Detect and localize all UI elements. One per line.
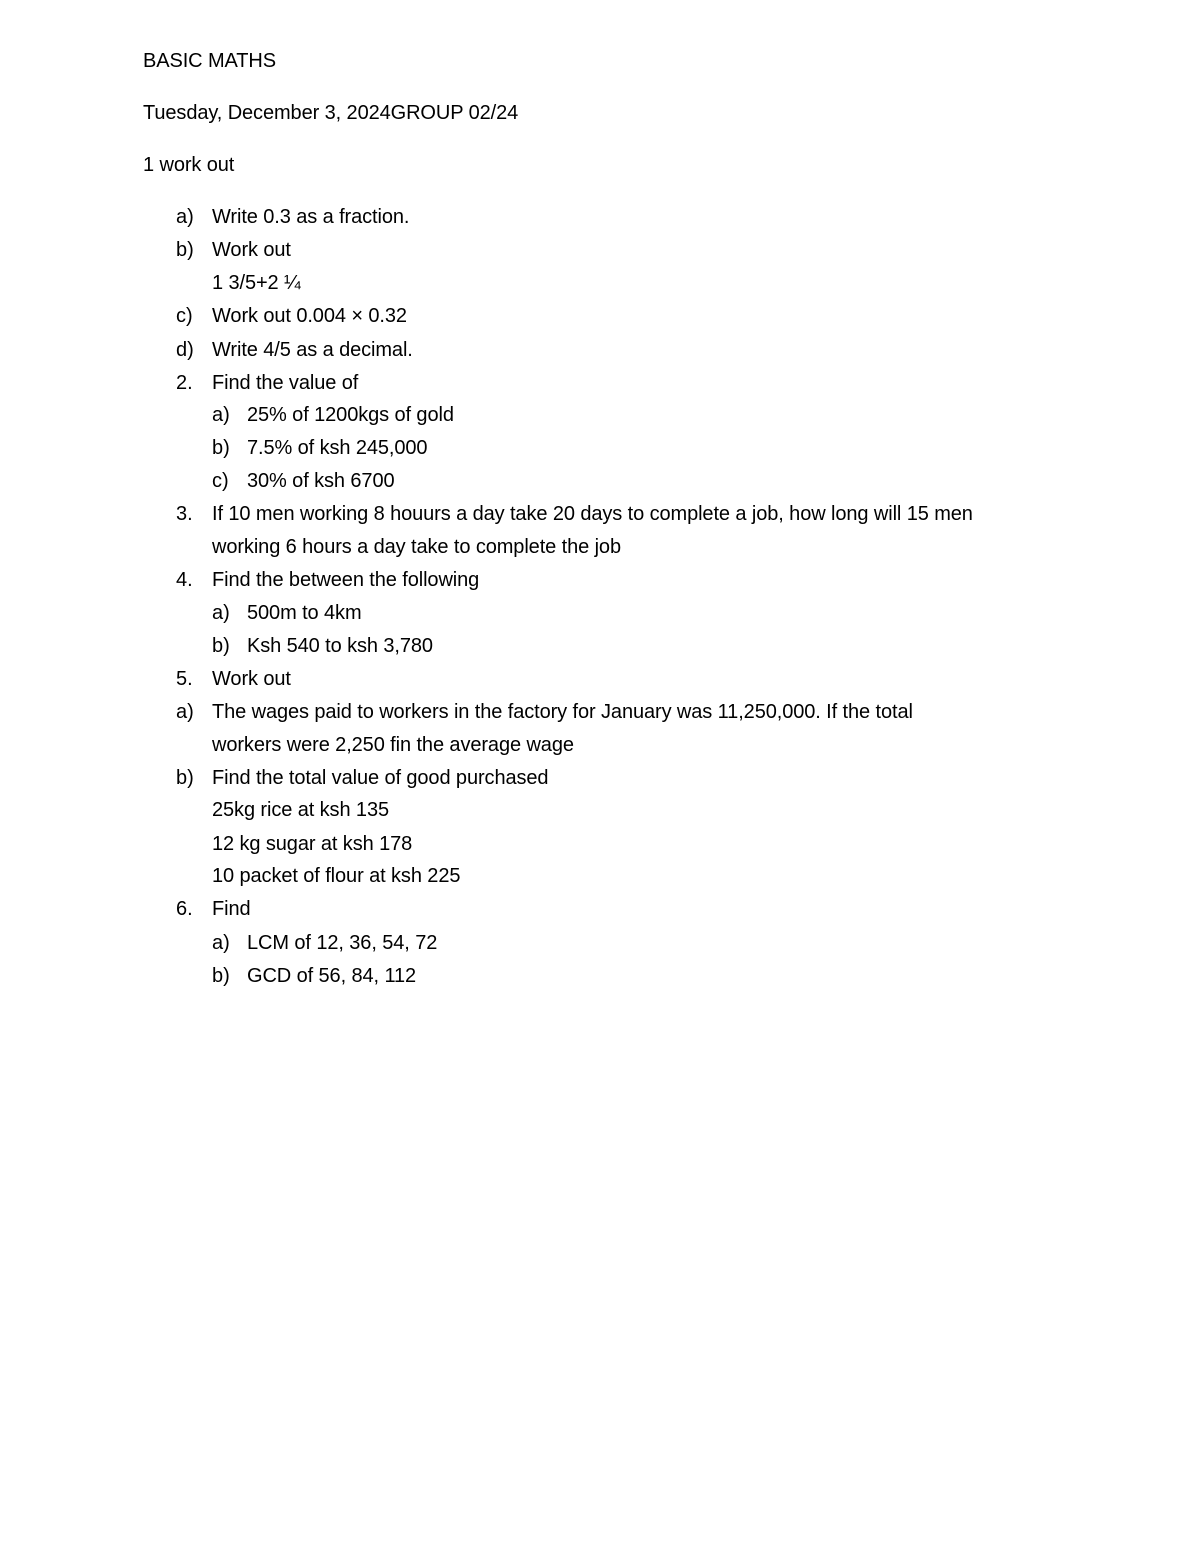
list-marker: 4.: [176, 569, 193, 591]
sub-question-text: 25% of 1200kgs of gold: [247, 404, 454, 426]
sub-list-marker: b): [212, 965, 230, 987]
list-marker: c): [176, 305, 193, 327]
purchase-item: 12 kg sugar at ksh 178: [212, 833, 413, 855]
question-text: Work out: [212, 239, 291, 261]
list-marker: a): [176, 701, 194, 723]
date-group-line: Tuesday, December 3, 2024GROUP 02/24: [143, 102, 519, 124]
purchase-item: 10 packet of flour at ksh 225: [212, 865, 461, 887]
sub-list-marker: b): [212, 635, 230, 657]
list-marker: d): [176, 339, 194, 361]
purchase-item: 25kg rice at ksh 135: [212, 799, 389, 821]
question-text: Find the value of: [212, 372, 359, 394]
sub-question-text: GCD of 56, 84, 112: [247, 965, 417, 987]
sub-list-marker: a): [212, 602, 230, 624]
question-text: Work out 0.004 × 0.32: [212, 305, 407, 327]
sub-question-text: 500m to 4km: [247, 602, 362, 624]
question-text: Write 0.3 as a fraction.: [212, 206, 410, 228]
sub-list-marker: c): [212, 470, 229, 492]
question-text: Write 4/5 as a decimal.: [212, 339, 413, 361]
document-title: BASIC MATHS: [143, 50, 276, 72]
question-text: If 10 men working 8 houurs a day take 20 days to complete a job, how long will 15 men: [212, 503, 973, 525]
question-text: Find: [212, 898, 251, 920]
question-text: The wages paid to workers in the factory for January was 11,250,000. If the total: [212, 701, 913, 723]
question-text-continued: workers were 2,250 fin the average wage: [212, 734, 574, 756]
sub-list-marker: a): [212, 404, 230, 426]
list-marker: a): [176, 206, 194, 228]
sub-question-text: LCM of 12, 36, 54, 72: [247, 932, 438, 954]
list-marker: b): [176, 239, 194, 261]
list-marker: 6.: [176, 898, 193, 920]
list-marker: 2.: [176, 372, 193, 394]
sub-question-text: 7.5% of ksh 245,000: [247, 437, 428, 459]
list-marker: b): [176, 767, 194, 789]
question-text: Work out: [212, 668, 291, 690]
list-marker: 5.: [176, 668, 193, 690]
question-expression: 1 3/5+2 ¼: [212, 272, 301, 294]
question-text: Find the total value of good purchased: [212, 767, 549, 789]
list-marker: 3.: [176, 503, 193, 525]
sub-question-text: Ksh 540 to ksh 3,780: [247, 635, 433, 657]
sub-list-marker: a): [212, 932, 230, 954]
question-text-continued: working 6 hours a day take to complete the job: [212, 536, 621, 558]
sub-question-text: 30% of ksh 6700: [247, 470, 395, 492]
section-heading: 1 work out: [143, 154, 235, 176]
sub-list-marker: b): [212, 437, 230, 459]
question-text: Find the between the following: [212, 569, 480, 591]
